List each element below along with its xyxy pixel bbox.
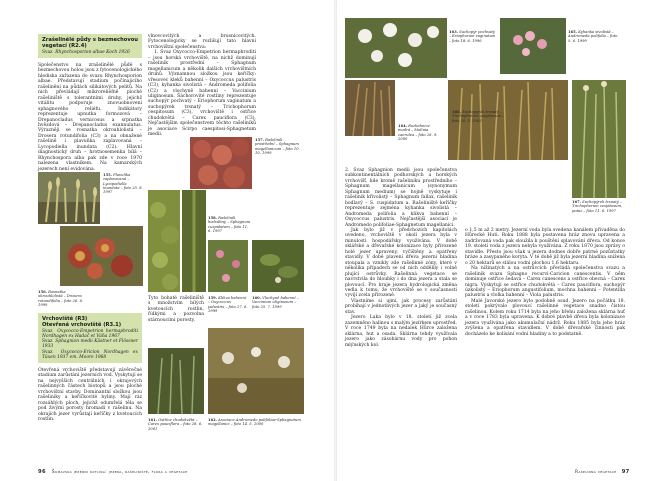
photo-163 bbox=[345, 18, 447, 78]
caption-161: 161. Ostřice chudokvětá – Carex pauciflora – foto 28. 6. 2001 bbox=[148, 418, 203, 431]
habitat-box-svaz-row: Svaz Oxycocco-Ericion Nordhagen ex Tüxen 1937 em. Moore 1968 bbox=[42, 349, 138, 360]
caption-164: 164. Rozbehnice modrá – Molinia caerulea – foto 26. 9. 2000 bbox=[398, 124, 438, 141]
body-paragraph: 2. Svaz Sphagnion medii jsou společenstva subkontinentálních podhorských a horských vrchovišť, kde kromě rašeliníku prostředního – Sphagnum magellanicum (synonymum Sphagnum medium) se hojně vyskytuje i rašeliník křivolistý – Sphagnum fallax, rašeliník bodlavý – S. cuspidatum a. Rašeliniště keříčky reprezentuje zejména kyhanka sivolistá – Andromeda polifolia a klikva bahenní – Oxycoccus palustris. Nejčastější asociací je Andromedo polifoliae-Sphagnetum magellanici. bbox=[345, 168, 457, 228]
caption-160: 160. Vlochyně bahenní – Vaccinium uliginosum – foto 25. 7. 1999 bbox=[252, 296, 299, 309]
photo-156 bbox=[60, 226, 143, 286]
habitat-box-title: Zrašelinělé půdy s bezmechovou vegetací (R2.4) bbox=[42, 37, 138, 50]
sphagnum-cuspidatum-image bbox=[148, 190, 180, 292]
photo-167 bbox=[572, 80, 626, 198]
sphagnum-cuspidatum-detail-image bbox=[182, 190, 206, 292]
molinia-image bbox=[345, 80, 395, 136]
body-paragraph: Společenstvo na zrašelinělé půdě s bezmechovou holou jsou z fytocenologického hlediska zařazena do svazu Rhynchosporion albae. Představují stadium počínajícího rašelinění na půdách silikátových pelitů. Na nich převládají mikroreliéfně ploché rašeliniště s tolerantními druhy, jejichž vitálitu podporuje znovuobnovení sphagnového reliéfu. Indikátory reprezentuje upnutka formozová – Drepanocladus vernicosus a srpnatka hvězdová – Drepanocladus exannulatus. Výrazněji se rosnatka okrouhlolistá – Drosera rotundifolia (C3) a na obnažené rašelině i plavuňka zaplavovaná – Lycopodiella inundata (C2). Hlavní diagnostický druh – hrotnosemenka bílá – Rhynchospora alba pak zde v roce 1970 nalezena vlastníkem. Na kamarských jezerech není evidována. bbox=[38, 63, 142, 172]
andromeda-image bbox=[500, 18, 566, 74]
photo-157 bbox=[190, 137, 252, 189]
caption-163: 163. Suchopýr pochvatý – Eriophorum vaginatum – foto 18. 6. 1996 bbox=[449, 30, 496, 43]
body-paragraph: 1. Svaz Oxycocco-Empetrion hermaphroditi – jsou horská vrchoviště, na nichž dominují rašeliník prostřední – Sphagnum magellanicum a několik dalších vrchovištních druhů. Významnou složkou jsou keříčky: vřesovec kleků bahenní – Oxycoccus palustris (C3), kyhanka sivolistá – Andromeda polifolia (C2) a vlochyně bahenní – Vaccinium uliginosum. Šáchorovité rostliny reprezentuje suchopýr pochvatý – Eriophorum vaginatum a suchopýrek trsnatý – Trichophorum cespitosum (C3), vrchoviště i ostřice chudokvětá – Carex pauciflora (C3). Nejčastějším společenstvem těchto rašeliníků je asociace Scirpo caespitosi-Sphagnetum medii. bbox=[148, 50, 256, 138]
photo-162 bbox=[208, 328, 304, 414]
caption-167: 167. Suchopýrek trsnatý – Trichophorum cespitosum, potaz – foto 11. 6. 1997 bbox=[572, 200, 623, 213]
right-column-1 bbox=[345, 168, 457, 464]
body-paragraph: Vlastníme si ujmí, jak procesy zarůstání probíhají v jednotlivých jezer a jaký je současný stav. bbox=[345, 298, 457, 315]
lycopodiella-image bbox=[38, 172, 100, 224]
photo-161 bbox=[148, 348, 204, 414]
photo-160 bbox=[252, 240, 304, 292]
body-paragraph: Jezero Laka bylo v 18. století již zcela zazemněno halinou s malým jezírkem uprostřed. V roce 1749 byla na nedalek Hůrce založena sklárna, hut a osada. Sklárna tehdy využívala jezero jako zásobárnu vody pro pohon mlýnských kol. bbox=[345, 315, 457, 348]
caption-162: 162. Asociace Andromedo polifoliae-Sphagnetum magellanici – foto 14. 5. 2000 bbox=[208, 418, 301, 427]
body-paragraph: Na nížinatých a na ostrůvcích převládá společenstva svazu a rašeliník svazu Sphagno recurvi-Caricion canescentis. V něm dominuje ostřice šedavá – Carex canescens a ostřice obecná – Carex nigra. Vyskytují se ostřice chudokvětá – Carex pauciflora, suchopýr úzkolistý – Eriophorum angustifolium, mochna bahenní – Potentilla palustris a vlolka bahenní – Viola palustris. bbox=[465, 266, 625, 299]
vaccinium-image bbox=[252, 240, 304, 292]
body-paragraph: Malé Javorské jezero bylo podobně osud. Jezero na počátku 18. století pokrývalo plovoucí rašelinné vegetace snadno čistou rašelinou. Kolem roku 1714 byla na jeho břehu založena sklárna huť a v roce 1783 byla upravena. K dobré plavbě dřeva byla kolonizace jezera využívána jako akumulační nádrž. Roku 1885 byla jeho hráz zvýšena a opatřena stavidlem. V době dřevařské činnosti pak docházelo ke kolísání vodní hladiny a to podstatně. bbox=[465, 298, 625, 337]
left-footer bbox=[38, 469, 188, 475]
habitat-box-svaz: Svaz Rhynchosporion albae Koch 1926 bbox=[42, 49, 130, 55]
bog-association-image bbox=[208, 328, 304, 414]
page-number-left: 96 bbox=[38, 469, 46, 475]
drosera-image bbox=[60, 226, 143, 286]
left-column-1-bottom bbox=[38, 313, 142, 465]
caption-156: 156. Rosnatka okrouhlolistá – Drosera rotundifolia – foto 26. 6. 1999 bbox=[38, 290, 84, 307]
sphagnum-magellanicum-image bbox=[190, 137, 252, 189]
carex-image bbox=[148, 348, 204, 414]
trichophorum-detail-image bbox=[572, 80, 626, 198]
habitat-box-title-r3: Vrchoviště (R3) bbox=[42, 316, 88, 322]
body-paragraph: vlnovcovitých a brusnicovitých. Fytocenologicky se rozlišují tato hlavní vrchovištní společenstva: bbox=[148, 34, 256, 50]
caption-159: 159. Klikva bahenní – Oxycoccus palustris – foto 27. 6. 1999 bbox=[208, 296, 248, 313]
caption-157: 157. Rašeliník prostřední – Sphagnum magellanicum – foto 10. 10. 1999 bbox=[255, 138, 300, 155]
body-paragraph: Jak bylo již v předchozích kapitolách uvedeno, vrchoviště v okolí jezera byla v minulosti hospodářsky využívána. V době sklářské a dřevařské kolonizace byly přirozené holé jezer upraveny, vyčištěny a opatřeny stavidly. V době plavení dřeva jezerní hladina stoupala a vznikly zde rašelinné zóny, které v několika případech se od nich oddělily i volně plující ostrůvky. Rašelinná vegetace se navrstvila do hloubky i do dna jezera a stala se plovoucí. Pro kraje jezera hydrologická změna vedla k tomu, že vrchoviště se v současnosti vyvíjí zcela přirozeně. bbox=[345, 227, 457, 299]
caption-165: 165. Kyhanka sivolistá – Andromeda polifolia – foto 5. 6. 1999 bbox=[568, 30, 618, 43]
running-title-right: Rašelinná vegetace bbox=[575, 470, 617, 475]
running-title-left: Šumavská jezerní kotlina: jezera, rašeliniště, flóra a vegetace bbox=[51, 470, 188, 475]
caption-166: 166. Suchopýrek trsnatý – Trichophorum cespitosum – foto 29. 5. 2002 bbox=[452, 110, 504, 123]
habitat-box-r24 bbox=[38, 34, 142, 58]
eriophorum-vaginatum-image bbox=[345, 18, 447, 78]
right-column-2 bbox=[465, 228, 625, 464]
habitat-box-r3 bbox=[38, 313, 142, 363]
photo-158 bbox=[148, 190, 180, 292]
photo-159 bbox=[208, 240, 248, 292]
photo-158b bbox=[182, 190, 206, 292]
caption-158: 158. Rašeliník hedvábný – Sphagnum cuspidatum – foto 11. 6. 1997 bbox=[208, 216, 251, 233]
body-paragraph: o 1,5 m až 2 metry. Jezerní voda byla svedena kanálem přivaděna do Hůrecké Huti. Roku 1888 byla postavena hráz znovu upravena a zadržovaná voda pak sloužila k pouštění splavování dřeva. Od konce 19. století voda z jezera nebyla využívána. Z roku 1870 jsou zprávy o stavidle. Přesto jsou však u jezera dodnes dobře patrné pozůstatky hráze a zasypaného koryta. V té době již byla jezerní hladina snížena o 20 hektarů se stálou vodní plochou 1,6 hektaru. bbox=[465, 228, 625, 266]
oxycoccus-image bbox=[208, 240, 248, 292]
body-paragraph: Otevřená vrchoviště představují závěrečné stadium zarůstání jezerních vod. Vyskytují se na nejvyšších centrálních i okrajových rašelinných částech biotopů a jsou ploché vrchovištní stavby. Dominantní složkou jsou rašeliníky a keříčkovité byliny. Mají ráz rozsáhlých ploch, jejichž odumřelá těla se pod živými porosty hromadí v rašelinu. Na okrajích jezer vyrůstají keříčky z kvetoucích rostlin. bbox=[38, 368, 143, 423]
photo-165 bbox=[500, 18, 566, 74]
habitat-box-svaz-row: Svaz Oxycocco-Empetrion hermaphroditi Nordhagen ex Hadač et Váňa 1967 bbox=[42, 328, 138, 340]
habitat-box-subtitle-r31: Otevřená vrchoviště (R3.1) bbox=[42, 322, 122, 329]
photo-164 bbox=[345, 80, 395, 136]
page-spine bbox=[334, 0, 337, 481]
page-number-right: 97 bbox=[621, 469, 630, 475]
body-paragraph: Tyto bohaté rašeliniště s množstvím bílých kvetoucích rostlin, řídkými a pozvolna stárnoucími porosty. bbox=[148, 296, 204, 323]
photo-155 bbox=[38, 172, 100, 224]
habitat-box-svaz-row: Svaz Sphagnion medii Kästner et Flössner 1933 bbox=[42, 339, 138, 350]
right-footer bbox=[575, 469, 630, 475]
caption-155: 155. Plavuňka zaplavovaná – Lycopodiella inundata – foto 25. 8. 1997 bbox=[103, 173, 143, 195]
left-column-2 bbox=[148, 34, 256, 138]
